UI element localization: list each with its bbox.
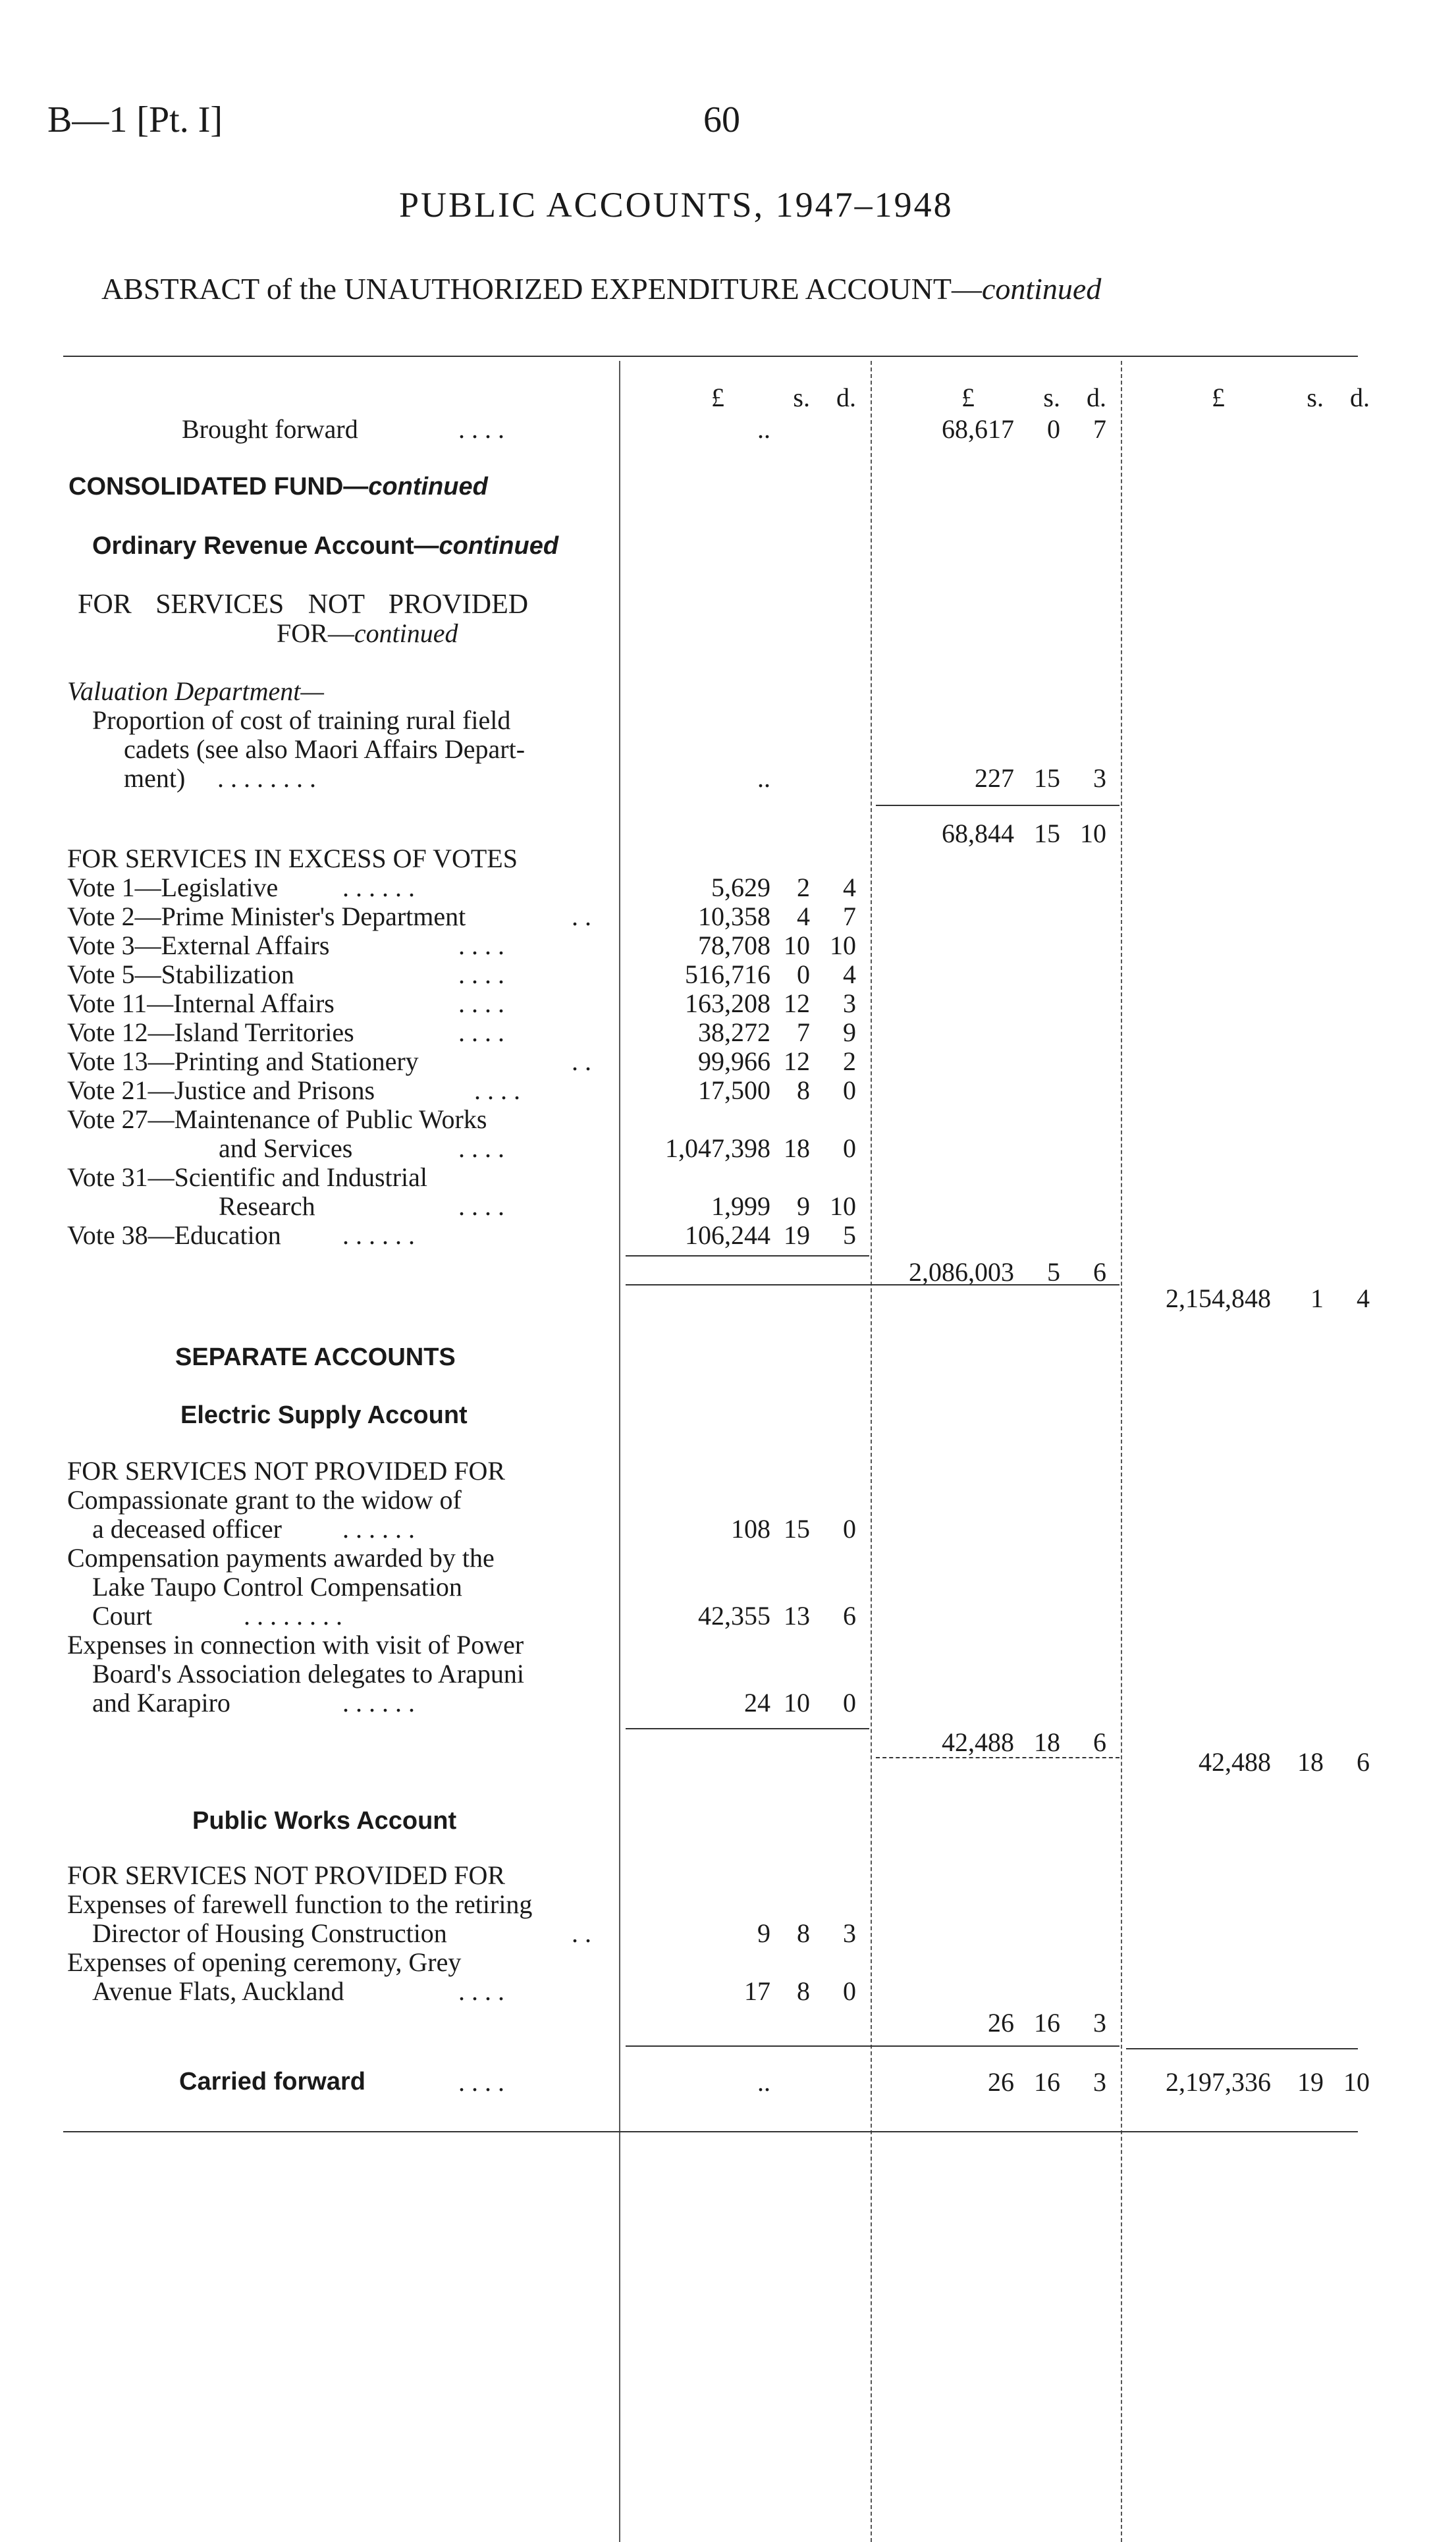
valuation-pence: 3 — [1093, 763, 1106, 793]
electric-total-pounds: 42,488 — [942, 1727, 1014, 1757]
item-line: Compassionate grant to the widow of — [67, 1485, 462, 1515]
electric-total3-pounds: 42,488 — [1199, 1747, 1271, 1777]
column-divider-3 — [1121, 361, 1122, 2542]
valuation-department-label: Valuation Department— — [67, 676, 324, 706]
leader-dots: . . — [572, 1046, 591, 1076]
vote-pounds: 1,047,398 — [665, 1133, 770, 1163]
leader-dots: . . — [572, 902, 591, 931]
electric-total-shillings: 18 — [1034, 1727, 1060, 1757]
leader-dots: . . . . . . . . — [244, 1601, 342, 1631]
vote-label: Vote 5—Stabilization — [67, 960, 294, 989]
vote-label: Vote 38—Education — [67, 1220, 281, 1250]
vote-pounds: 5,629 — [711, 873, 770, 902]
carried-forward-pence: 3 — [1093, 2067, 1106, 2097]
vote-label: Vote 31—Scientific and Industrial — [67, 1162, 427, 1192]
valuation-line-2: cadets (see also Maori Affairs Depart- — [124, 734, 526, 764]
col2-pound-heading: £ — [961, 383, 975, 412]
item-pence: 0 — [843, 1688, 856, 1717]
valuation-pounds: 227 — [975, 763, 1014, 793]
vote-shillings: 9 — [797, 1191, 810, 1221]
vote-shillings: 7 — [797, 1017, 810, 1047]
subtotal-1-pence: 10 — [1080, 819, 1106, 848]
heading-main: Ordinary Revenue Account— — [92, 532, 439, 560]
vote-label: Vote 11—Internal Affairs — [67, 988, 335, 1018]
col1-s-heading: s. — [793, 383, 810, 412]
public-works-account-heading: Public Works Account — [192, 1807, 457, 1835]
subtotal-rule — [876, 805, 1119, 806]
ordinary-revenue-heading — [92, 532, 558, 560]
vote-shillings: 2 — [797, 873, 810, 902]
leader-dots: . . — [572, 1918, 591, 1948]
item-line: Avenue Flats, Auckland — [92, 1976, 344, 2006]
fund-total-pounds: 2,154,848 — [1166, 1284, 1271, 1313]
column-divider-2 — [871, 361, 872, 2542]
vote-label: Vote 1—Legislative — [67, 873, 279, 902]
votes-total-pounds: 2,086,003 — [909, 1257, 1014, 1287]
vote-pence: 0 — [843, 1075, 856, 1105]
carried-forward-rule — [626, 2045, 1119, 2047]
col2-d-heading: d. — [1087, 383, 1106, 412]
vote-pence: 10 — [830, 931, 856, 960]
carried-forward-total-shillings: 19 — [1297, 2067, 1324, 2097]
leader-dots: . . . . — [458, 988, 504, 1018]
vote-pence: 0 — [843, 1133, 856, 1163]
vote-shillings: 8 — [797, 1075, 810, 1105]
electric-total3-pence: 6 — [1357, 1747, 1370, 1777]
col1-d-heading: d. — [836, 383, 856, 412]
vote-shillings: 12 — [784, 988, 810, 1018]
vote-shillings: 12 — [784, 1046, 810, 1076]
services-not-provided-heading: FOR SERVICES NOT PROVIDED FOR — [67, 1456, 506, 1486]
public-works-total-shillings: 16 — [1034, 2008, 1060, 2038]
page-subtitle — [101, 271, 1101, 306]
col3-d-heading: d. — [1350, 383, 1370, 412]
separate-accounts-heading: SEPARATE ACCOUNTS — [175, 1343, 456, 1371]
item-line: Court — [92, 1601, 153, 1631]
valuation-col1: .. — [757, 763, 770, 793]
table-bottom-rule — [63, 2131, 1358, 2132]
item-line: a deceased officer — [92, 1514, 282, 1544]
vote-shillings: 0 — [797, 960, 810, 989]
vote-pounds: 99,966 — [698, 1046, 770, 1076]
leader-dots: . . . . . . . . — [217, 763, 316, 793]
leader-dots: . . . . — [458, 1191, 504, 1221]
valuation-shillings: 15 — [1034, 763, 1060, 793]
subtotal-1-shillings: 15 — [1034, 819, 1060, 848]
carried-forward-col1: .. — [757, 2067, 770, 2097]
document-reference: B—1 [Pt. I] — [47, 99, 223, 140]
leader-dots: . . . . — [458, 960, 504, 989]
vote-pence: 3 — [843, 988, 856, 1018]
heading-continued: continued — [368, 473, 488, 500]
vote-pence: 10 — [830, 1191, 856, 1221]
item-shillings: 13 — [784, 1601, 810, 1631]
vote-pounds: 516,716 — [685, 960, 770, 989]
votes-total-rule — [626, 1255, 869, 1257]
vote-label: Vote 12—Island Territories — [67, 1017, 354, 1047]
heading-continued: continued — [354, 618, 458, 648]
col1-pound-heading: £ — [711, 383, 724, 412]
vote-pounds: 38,272 — [698, 1017, 770, 1047]
vote-pence: 4 — [843, 873, 856, 902]
item-shillings: 10 — [784, 1688, 810, 1717]
item-shillings: 8 — [797, 1918, 810, 1948]
vote-pounds: 10,358 — [698, 902, 770, 931]
heading-continued: continued — [439, 532, 559, 560]
votes-total-shillings: 5 — [1047, 1257, 1060, 1287]
item-line: Expenses in connection with visit of Power — [67, 1630, 524, 1660]
leader-dots: . . . . — [458, 1017, 504, 1047]
vote-shillings: 10 — [784, 931, 810, 960]
public-works-total-pounds: 26 — [988, 2008, 1014, 2038]
fund-total-rule — [626, 1284, 1119, 1285]
vote-pence: 4 — [843, 960, 856, 989]
vote-shillings: 4 — [797, 902, 810, 931]
brought-forward-shillings: 0 — [1047, 414, 1060, 444]
item-line: Lake Taupo Control Compensation — [92, 1572, 462, 1602]
vote-pounds: 17,500 — [698, 1075, 770, 1105]
vote-label: Vote 2—Prime Minister's Department — [67, 902, 466, 931]
vote-pounds: 163,208 — [685, 988, 770, 1018]
item-pounds: 9 — [757, 1918, 770, 1948]
electric-total3-shillings: 18 — [1297, 1747, 1324, 1777]
subtitle-main: ABSTRACT of the UNAUTHORIZED EXPENDITURE ACCOUNT— — [101, 272, 982, 306]
carried-forward-pounds: 26 — [988, 2067, 1014, 2097]
page-title: PUBLIC ACCOUNTS, 1947–1948 — [399, 185, 954, 225]
item-line: Expenses of farewell function to the retiring — [67, 1889, 533, 1919]
page-number: 60 — [703, 99, 740, 140]
leader-dots: . . . . — [458, 1133, 504, 1163]
brought-forward-label: Brought forward — [182, 414, 358, 444]
table-top-rule — [63, 356, 1358, 357]
item-pounds: 17 — [744, 1976, 770, 2006]
vote-shillings: 18 — [784, 1133, 810, 1163]
col2-s-heading: s. — [1043, 383, 1060, 412]
column-divider-1 — [619, 361, 620, 2542]
subtitle-continued: continued — [981, 272, 1102, 306]
brought-forward-pounds: 68,617 — [942, 414, 1014, 444]
electric-total-rule — [626, 1728, 869, 1729]
carried-forward-rule-3 — [1126, 2048, 1358, 2049]
vote-label: Vote 27—Maintenance of Public Works — [67, 1104, 487, 1134]
public-works-total-pence: 3 — [1093, 2008, 1106, 2038]
leader-dots: . . . . — [458, 2067, 504, 2097]
heading-main: CONSOLIDATED FUND— — [68, 473, 369, 500]
leader-dots: . . . . . . — [342, 1514, 415, 1544]
vote-pence: 7 — [843, 902, 856, 931]
item-pence: 0 — [843, 1976, 856, 2006]
vote-pounds: 106,244 — [685, 1220, 770, 1250]
fund-total-shillings: 1 — [1310, 1284, 1324, 1313]
vote-label: Vote 13—Printing and Stationery — [67, 1046, 419, 1076]
carried-forward-shillings: 16 — [1034, 2067, 1060, 2097]
item-line: and Karapiro — [92, 1688, 230, 1717]
leader-dots: . . . . . . — [342, 1688, 415, 1717]
valuation-line-1: Proportion of cost of training rural field — [92, 705, 511, 735]
leader-dots: . . . . — [458, 931, 504, 960]
services-not-provided-heading-line2 — [277, 619, 458, 648]
electric-total3-rule — [876, 1757, 1119, 1758]
col3-s-heading: s. — [1307, 383, 1324, 412]
item-pence: 0 — [843, 1514, 856, 1544]
item-line: Board's Association delegates to Arapuni — [92, 1659, 524, 1689]
carried-forward-label: Carried forward — [179, 2068, 365, 2096]
vote-label-line2: Research — [219, 1191, 315, 1221]
vote-pounds: 78,708 — [698, 931, 770, 960]
heading-main: FOR— — [277, 618, 354, 648]
item-line: Compensation payments awarded by the — [67, 1543, 495, 1573]
leader-dots: . . . . — [458, 1976, 504, 2006]
item-line: Expenses of opening ceremony, Grey — [67, 1947, 462, 1977]
services-not-provided-heading: FOR SERVICES NOT PROVIDED FOR — [67, 1860, 506, 1890]
leader-dots: . . . . . . — [342, 873, 415, 902]
item-shillings: 15 — [784, 1514, 810, 1544]
subtotal-1-pounds: 68,844 — [942, 819, 1014, 848]
fund-total-pence: 4 — [1357, 1284, 1370, 1313]
carried-forward-total-pence: 10 — [1343, 2067, 1370, 2097]
leader-dots: . . . . — [474, 1075, 520, 1105]
item-pence: 3 — [843, 1918, 856, 1948]
vote-pence: 9 — [843, 1017, 856, 1047]
brought-forward-pence: 7 — [1093, 414, 1106, 444]
brought-forward-col1: .. — [757, 414, 770, 444]
vote-label: Vote 21—Justice and Prisons — [67, 1075, 375, 1105]
electric-supply-account-heading: Electric Supply Account — [180, 1401, 468, 1429]
services-not-provided-heading: FOR SERVICES NOT PROVIDED — [78, 589, 529, 620]
vote-shillings: 19 — [784, 1220, 810, 1250]
votes-total-pence: 6 — [1093, 1257, 1106, 1287]
leader-dots: . . . . — [458, 414, 504, 444]
carried-forward-total-pounds: 2,197,336 — [1166, 2067, 1271, 2097]
valuation-line-3: ment) — [124, 763, 186, 793]
vote-label: Vote 3—External Affairs — [67, 931, 330, 960]
excess-of-votes-heading: FOR SERVICES IN EXCESS OF VOTES — [67, 844, 518, 873]
item-shillings: 8 — [797, 1976, 810, 2006]
consolidated-fund-heading — [68, 473, 488, 501]
col3-pound-heading: £ — [1212, 383, 1225, 412]
item-pounds: 24 — [744, 1688, 770, 1717]
vote-label-line2: and Services — [219, 1133, 353, 1163]
leader-dots: . . . . . . — [342, 1220, 415, 1250]
item-pounds: 108 — [731, 1514, 770, 1544]
item-pounds: 42,355 — [698, 1601, 770, 1631]
vote-pence: 5 — [843, 1220, 856, 1250]
vote-pence: 2 — [843, 1046, 856, 1076]
electric-total-pence: 6 — [1093, 1727, 1106, 1757]
vote-pounds: 1,999 — [711, 1191, 770, 1221]
item-pence: 6 — [843, 1601, 856, 1631]
item-line: Director of Housing Construction — [92, 1918, 447, 1948]
